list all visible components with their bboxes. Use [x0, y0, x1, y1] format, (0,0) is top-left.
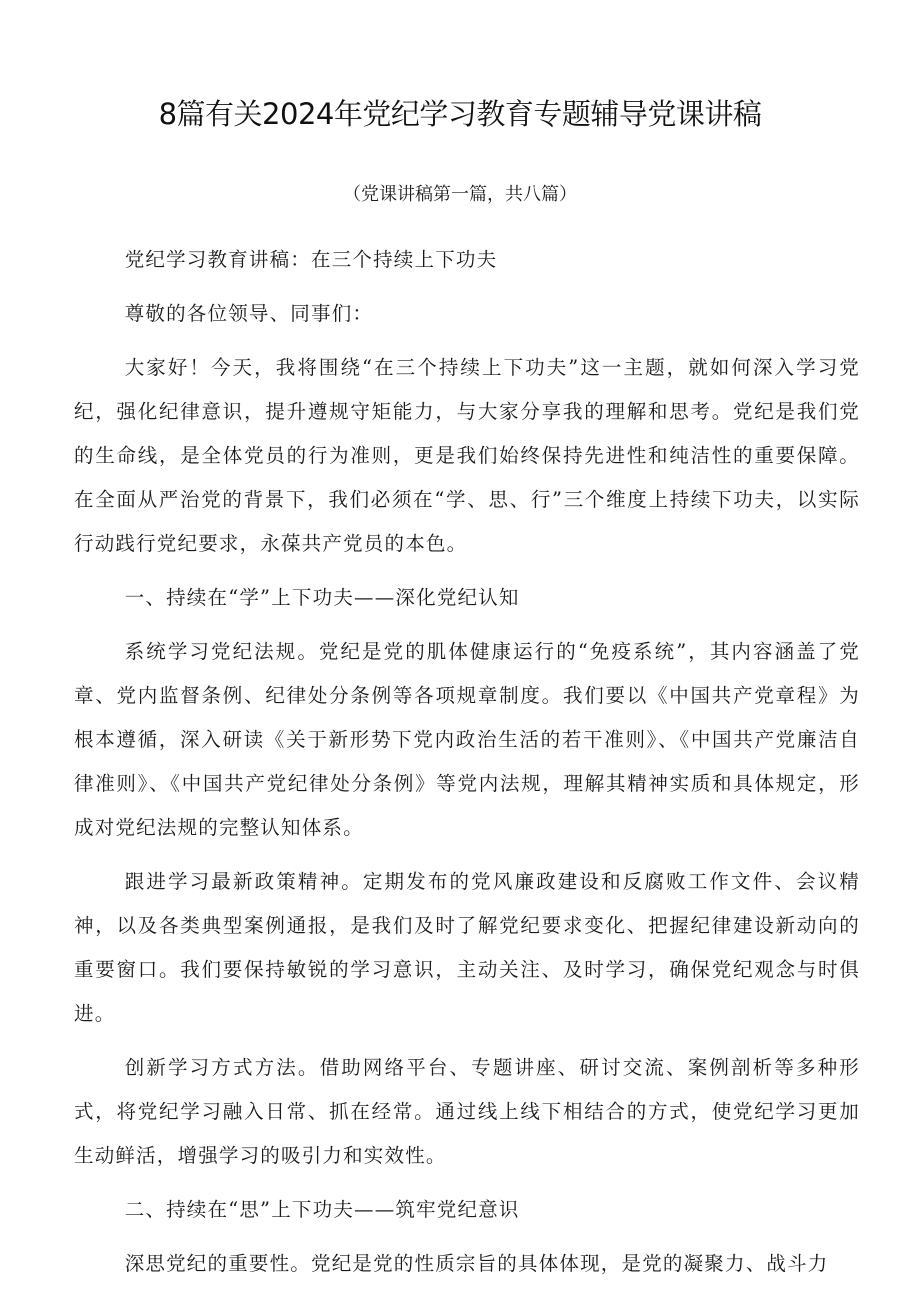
section-heading-2: 二、持续在“思”上下功夫——筑牢党纪意识	[124, 1198, 520, 1221]
paragraph-4: 深思党纪的重要性。党纪是党的性质宗旨的具体体现，是党的凝聚力、战斗力	[124, 1252, 829, 1275]
paragraph-intro: 大家好！今天，我将围绕“在三个持续上下功夫”这一主题，就如何深入学习党纪，强化纪律意识，提升遵规守矩能力，与大家分享我的理解和思考。党纪是我们党的生命线，是全体党员的行为准则，更是我们始终保持先进性和纯洁性的重要保障。在全面从严治党的背景下，我们必须在“学、思、行”三个维度上持续下功夫，以实际行动践行党纪要求，永葆共产党员的本色。	[74, 356, 860, 555]
paragraph-1: 系统学习党纪法规。党纪是党的肌体健康运行的“免疫系统”，其内容涵盖了党章、党内监督条例、纪律处分条例等各项规章制度。我们要以《中国共产党章程》为根本遵循，深入研读《关于新形势下党内政治生活的若干准则》、《中国共产党廉洁自律准则》、《中国共产党纪律处分条例》等党内法规，理解其精神实质和具体规定，形成对党纪法规的完整认知体系。	[74, 640, 860, 839]
document-subtitle: （党课讲稿第一篇，共八篇）	[343, 184, 577, 205]
document-title: 8篇有关2024年党纪学习教育专题辅导党课讲稿	[158, 97, 762, 131]
paragraph-2: 跟进学习最新政策精神。定期发布的党风廉政建设和反腐败工作文件、会议精神，以及各类典型案例通报，是我们及时了解党纪要求变化、把握纪律建设新动向的重要窗口。我们要保持敏锐的学习意识，主动关注、及时学习，确保党纪观念与时俱进。	[74, 870, 860, 1025]
salutation: 尊敬的各位领导、同事们：	[124, 302, 374, 325]
section-heading-1: 一、持续在“学”上下功夫——深化党纪认知	[124, 586, 520, 609]
paragraph-3: 创新学习方式方法。借助网络平台、专题讲座、研讨交流、案例剖析等多种形式，将党纪学习融入日常、抓在经常。通过线上线下相结合的方式，使党纪学习更加生动鲜活，增强学习的吸引力和实效性。	[74, 1056, 860, 1167]
lecture-title: 党纪学习教育讲稿：在三个持续上下功夫	[124, 248, 498, 271]
document-body	[74, 238, 860, 1296]
